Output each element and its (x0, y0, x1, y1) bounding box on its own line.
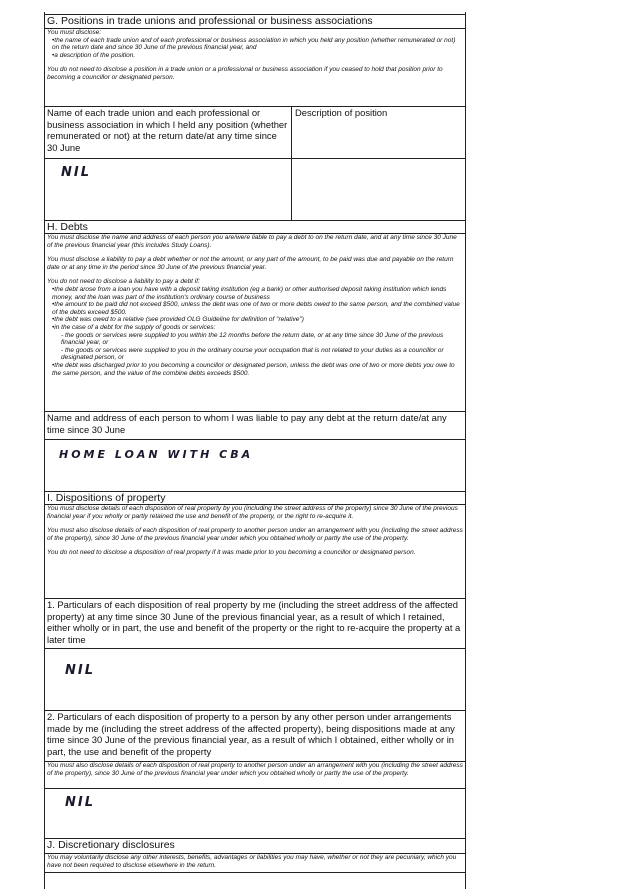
section-h-dash-item: - the goods or services were supplied to you in the ordinary course your occupation that is not related to your duties as a councillor or designated person, or (61, 347, 463, 362)
section-j-heading (45, 838, 465, 853)
section-h-bullet: • the debt arose from a loan you have with a deposit taking institution (eg a bank) or other authorised deposit taking institution which lends money, and the loan was part of the institution's ordinary course of business (52, 286, 463, 301)
section-i-answer-area-2[interactable] (45, 788, 465, 839)
section-g-title: G. Positions in trade unions and professional or business associations (47, 15, 373, 27)
column-divider (291, 107, 292, 159)
section-h-paragraph: You must disclose a liability to pay a debt whether or not the amount, or any part of the amount, to be paid was due and payable on the return date or at any time in the period since 30 June of the previous financial year. (47, 256, 454, 271)
section-i-paragraph: You must disclose details of each disposition of real property by you (including the street address of the property) since 30 June of the previous financial year if you wholly or partly retained the use and benefit of the property, or the right to re-acquire it. (47, 505, 458, 520)
section-h-paragraph: You must disclose the name and address of each person you are/were liable to pay a debt to on the return date, and at any time since 30 June of the previous financial year (this includes Study Loans). (47, 234, 457, 249)
section-j-instructions (45, 853, 465, 872)
section-g-heading (45, 14, 465, 28)
section-g-bullet: • a description of the position. (52, 52, 463, 60)
section-g-answer-area[interactable] (45, 158, 465, 221)
disposition-to-person-label: 2. Particulars of each disposition of property to a person by any other person under arrangements made by me (including the street address of the affected property), being dispositions made at any time since 30 June of the previous financial year, as a result of which I obtained, either wholly or in part, the use and benefit of the property (47, 711, 455, 757)
section-h-heading (45, 220, 465, 234)
handwritten-answer-h: HOME LOAN WITH CBA (59, 448, 254, 461)
section-h-bullet: • the debt was owed to a relative (see provided OLG Guideline for definition of "relative") (52, 316, 463, 324)
disposition-by-me-label: 1. Particulars of each disposition of real property by me (including the street address of the affected property) at any time since 30 June of the previous financial year, as a result of which I retained, either wholly or in part, the use and benefit of the property or the right to re-acquire the property at a later time (47, 599, 461, 645)
section-i-heading (45, 491, 465, 505)
disclosure-form-page (44, 12, 466, 889)
section-i-note (45, 761, 465, 789)
section-g-note: You do not need to disclose a position in a trade union or a professional or business association if you ceased to hold that position prior to becoming a councillor or designated person. (47, 66, 443, 81)
debt-person-label: Name and address of each person to whom I was liable to pay any debt at the return date/at any time since 30 June (47, 412, 447, 435)
section-h-dash-item: - the goods or services were supplied to you within the 12 months before the return date, or at any time since 30 June of the previous financial year, or (61, 332, 463, 347)
section-i-paragraph: You do not need to disclose a disposition of real property if it was made prior to you becoming a councillor or designated person. (47, 549, 416, 557)
position-description-label: Description of position (295, 107, 388, 118)
section-j-title: J. Discretionary disclosures (47, 839, 175, 851)
handwritten-answer-i1: NIL (65, 663, 96, 678)
section-h-paragraph: You do not need to disclose a liability to pay a debt if: (47, 278, 200, 286)
section-i-instructions (45, 504, 465, 599)
section-h-label-row (45, 411, 465, 440)
handwritten-answer-i2: NIL (65, 795, 96, 810)
section-h-bullet: • in the case of a debt for the supply of goods or services: (52, 324, 463, 332)
section-i-title: I. Dispositions of property (47, 492, 166, 504)
handwritten-answer-g: NIL (61, 165, 92, 180)
section-j-answer-area[interactable] (45, 872, 465, 890)
section-h-bullet: • the amount to be paid did not exceed $500, unless the debt was one of two or more debts owed to the same person, and the combined value of the debts exceed $500. (52, 301, 463, 316)
section-i-label-1-row (45, 598, 465, 649)
section-i-label-2-row (45, 710, 465, 761)
section-g-must-disclose: You must disclose: (47, 29, 102, 36)
section-g-bullet: • the name of each trade union and of each professional or business association in which you held any position (whether remunerated or not) on the return date and since 30 June of the previous financial year, and (52, 37, 463, 52)
section-i-paragraph: You must also disclose details of each disposition of real property to another person under an arrangement with you (including the street address of the property), since 30 June of the previous financial year under which you obtained wholly or partly the use of the property. (47, 762, 463, 777)
trade-union-name-label: Name of each trade union and each professional or business association in which I held any position (whether remunerated or not) at the return date/at any time since 30 June (47, 107, 288, 153)
section-i-answer-area-1[interactable] (45, 648, 465, 711)
section-i-paragraph: You must also disclose details of each disposition of real property to another person under an arrangement with you (including the street address of the property), since 30 June of the previous financial year under which you obtained wholly or partly the use of the property. (47, 527, 463, 542)
section-h-answer-area[interactable] (45, 439, 465, 492)
section-h-title: H. Debts (47, 221, 88, 233)
section-g-table-header (45, 106, 465, 159)
section-h-bullet: • the debt was discharged prior to you becoming a councillor or designated person, unless the debt was one of two or more debts you owe to the same person, and the value of the combine debts exceeds $500. (52, 362, 463, 377)
section-h-instructions (45, 233, 465, 412)
section-j-paragraph: You may voluntarily disclose any other interests, benefits, advantages or liabilities you may have, whether or not they are pecuniary, which you have not been required to disclose elsewhere in the return. (47, 854, 457, 869)
section-g-instructions (45, 28, 465, 107)
column-divider (291, 159, 292, 221)
